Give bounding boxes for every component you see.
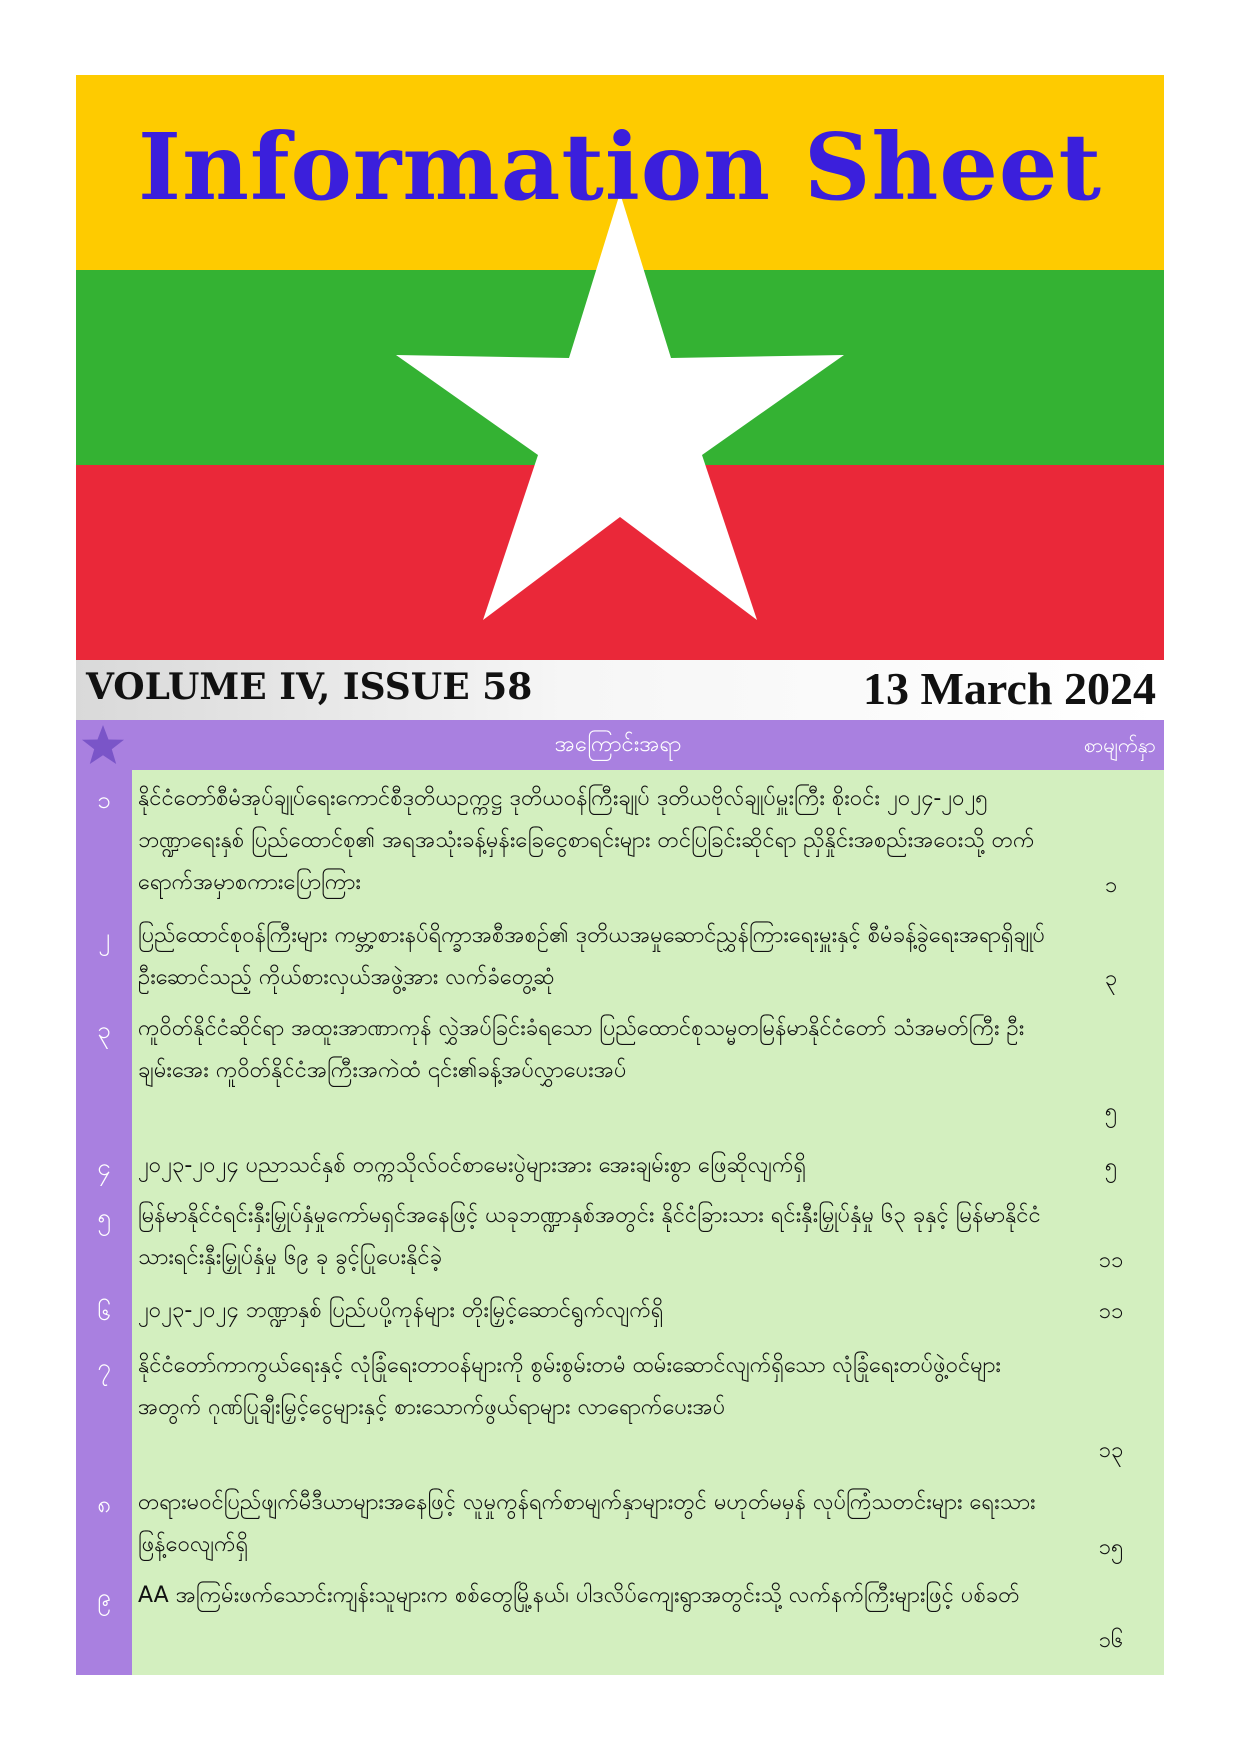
star-icon [80, 722, 126, 768]
toc-row-page: ၁၁ [1098, 1248, 1124, 1273]
toc-row[interactable] [76, 1195, 1164, 1290]
toc-row-page: ၁၃ [1098, 1438, 1124, 1463]
toc-row-title: နိုင်ငံတော်စီမံအုပ်ချုပ်ရေးကောင်စီဒုတိယဥက္ကဋ္ဌ ဒုတိယဝန်ကြီးချုပ် ဒုတိယဗိုလ်ချုပ်မှူးကြီး စိုးဝင်း ၂၀၂၄-၂၀၂၅ ဘဏ္ဍာရေးနှစ် ပြည်ထောင်စု၏ အရအသုံးခန့်မှန်းခြေငွေစာရင်းများ တင်ပြခြင်းဆိုင်ရာ ညှိနှိုင်းအစည်းအဝေးသို့ တက်ရောက်အမှာစကားပြောကြား [138, 786, 1035, 895]
toc-row-page: ၅ [1104, 1099, 1118, 1124]
issue-volume: VOLUME IV, ISSUE 58 [86, 666, 533, 708]
cover-title: Information Sheet [138, 113, 1102, 221]
toc-row-page: ၁၆ [1098, 1628, 1124, 1653]
toc-row[interactable] [76, 1482, 1164, 1577]
toc-row-title: ပြည်ထောင်စုဝန်ကြီးများ ကမ္ဘာ့စားနပ်ရိက္ခာအစီအစဉ်၏ ဒုတိယအမှုဆောင်ညွှန်ကြားရေးမှူးနှင့် စီမံခန့်ခွဲရေးအရာရှိချုပ်ဦးဆောင်သည့် ကိုယ်စားလှယ်အဖွဲ့အား လက်ခံတွေ့ဆုံ [138, 923, 1046, 990]
toc-row-number: ၈ [97, 1490, 111, 1518]
toc-row-number: ၉ [97, 1583, 111, 1611]
toc-row-title: ကူဝိတ်နိုင်ငံဆိုင်ရာ အထူးအာဏာကုန် လွှဲအပ်ခြင်းခံရသော ပြည်ထောင်စုသမ္မတမြန်မာနိုင်ငံတော် သံအမတ်ကြီး ဦးချမ်းအေး ကူဝိတ်နိုင်ငံအကြီးအကဲထံ ၎င်း၏ခန့်အပ်လွှာပေးအပ် [138, 1016, 1025, 1083]
toc-row[interactable] [76, 1290, 1164, 1340]
toc-row[interactable] [76, 915, 1164, 1015]
toc-row-page: ၃ [1104, 966, 1118, 991]
toc-header [132, 720, 1164, 770]
toc-header-page: စာမျက်နှာ [1083, 733, 1156, 757]
issue-date: 13 March 2024 [862, 663, 1156, 714]
toc-row-page: ၁၅ [1098, 1535, 1124, 1560]
toc-row[interactable] [76, 1145, 1164, 1195]
issue-bar [76, 660, 1164, 720]
toc-row-page: ၁၁ [1098, 1299, 1124, 1324]
toc-row-number: ၇ [97, 1353, 111, 1381]
toc-row-number: ၆ [97, 1298, 111, 1326]
toc-row-title: AA အကြမ်းဖက်သောင်းကျန်းသူများက စစ်တွေမြို့နယ်၊ ပါဒလိပ်ကျေးရွာအတွင်းသို့ လက်နက်ကြီးများဖြင့် ပစ်ခတ် [138, 1583, 1020, 1608]
toc-row-number: ၃ [97, 1016, 111, 1044]
toc-row[interactable] [76, 1008, 1164, 1148]
toc-row-title: တရားမဝင်ပြည်ဖျက်မီဒီယာများအနေဖြင့် လူမှုကွန်ရက်စာမျက်နှာများတွင် မဟုတ်မမှန် လုပ်ကြံသတင်းများ ရေးသားဖြန့်ဝေလျက်ရှိ [138, 1490, 1036, 1557]
toc-row-number: ၂ [98, 923, 110, 951]
toc-row[interactable] [76, 778, 1164, 928]
toc-row-title: မြန်မာနိုင်ငံရင်းနှီးမြှုပ်နှံမှုကော်မရှင်အနေဖြင့် ယခုဘဏ္ဍာနှစ်အတွင်း နိုင်ငံခြားသား ရင်းနှီးမြှုပ်နှံမှု ၆၃ ခုနှင့် မြန်မာနိုင်ငံသားရင်းနှီးမြှုပ်နှံမှု ၆၉ ခု ခွင့်ပြုပေးနိုင်ခဲ့ [138, 1203, 1041, 1270]
table-of-contents [76, 720, 1164, 1675]
toc-row-page: ၅ [1104, 1154, 1118, 1179]
cover-flag [76, 75, 1164, 660]
toc-row-page: ၁ [1104, 873, 1118, 898]
toc-row-title: နိုင်ငံတော်ကာကွယ်ရေးနှင့် လုံခြုံရေးတာဝန်များကို စွမ်းစွမ်းတမံ ထမ်းဆောင်လျက်ရှိသော လုံခြုံရေးတပ်ဖွဲ့ဝင်များအတွက် ဂုဏ်ပြုချီးမြှင့်ငွေများနှင့် စားသောက်ဖွယ်ရာများ လာရောက်ပေးအပ် [138, 1353, 1001, 1420]
toc-row[interactable] [76, 1345, 1164, 1475]
toc-header-title: အကြောင်းအရာ [554, 732, 682, 757]
toc-row-number: ၅ [97, 1203, 111, 1231]
toc-row[interactable] [76, 1575, 1164, 1670]
toc-row-number: ၁ [97, 786, 111, 814]
toc-row-title: ၂၀၂၃-၂၀၂၄ ပညာသင်နှစ် တက္ကသိုလ်ဝင်စာမေးပွဲများအား အေးချမ်းစွာ ဖြေဆိုလျက်ရှိ [138, 1153, 807, 1178]
toc-row-number: ၄ [97, 1153, 111, 1181]
toc-row-title: ၂၀၂၃-၂၀၂၄ ဘဏ္ဍာနှစ် ပြည်ပပို့ကုန်များ တိုးမြှင့်ဆောင်ရွက်လျက်ရှိ [138, 1298, 664, 1323]
